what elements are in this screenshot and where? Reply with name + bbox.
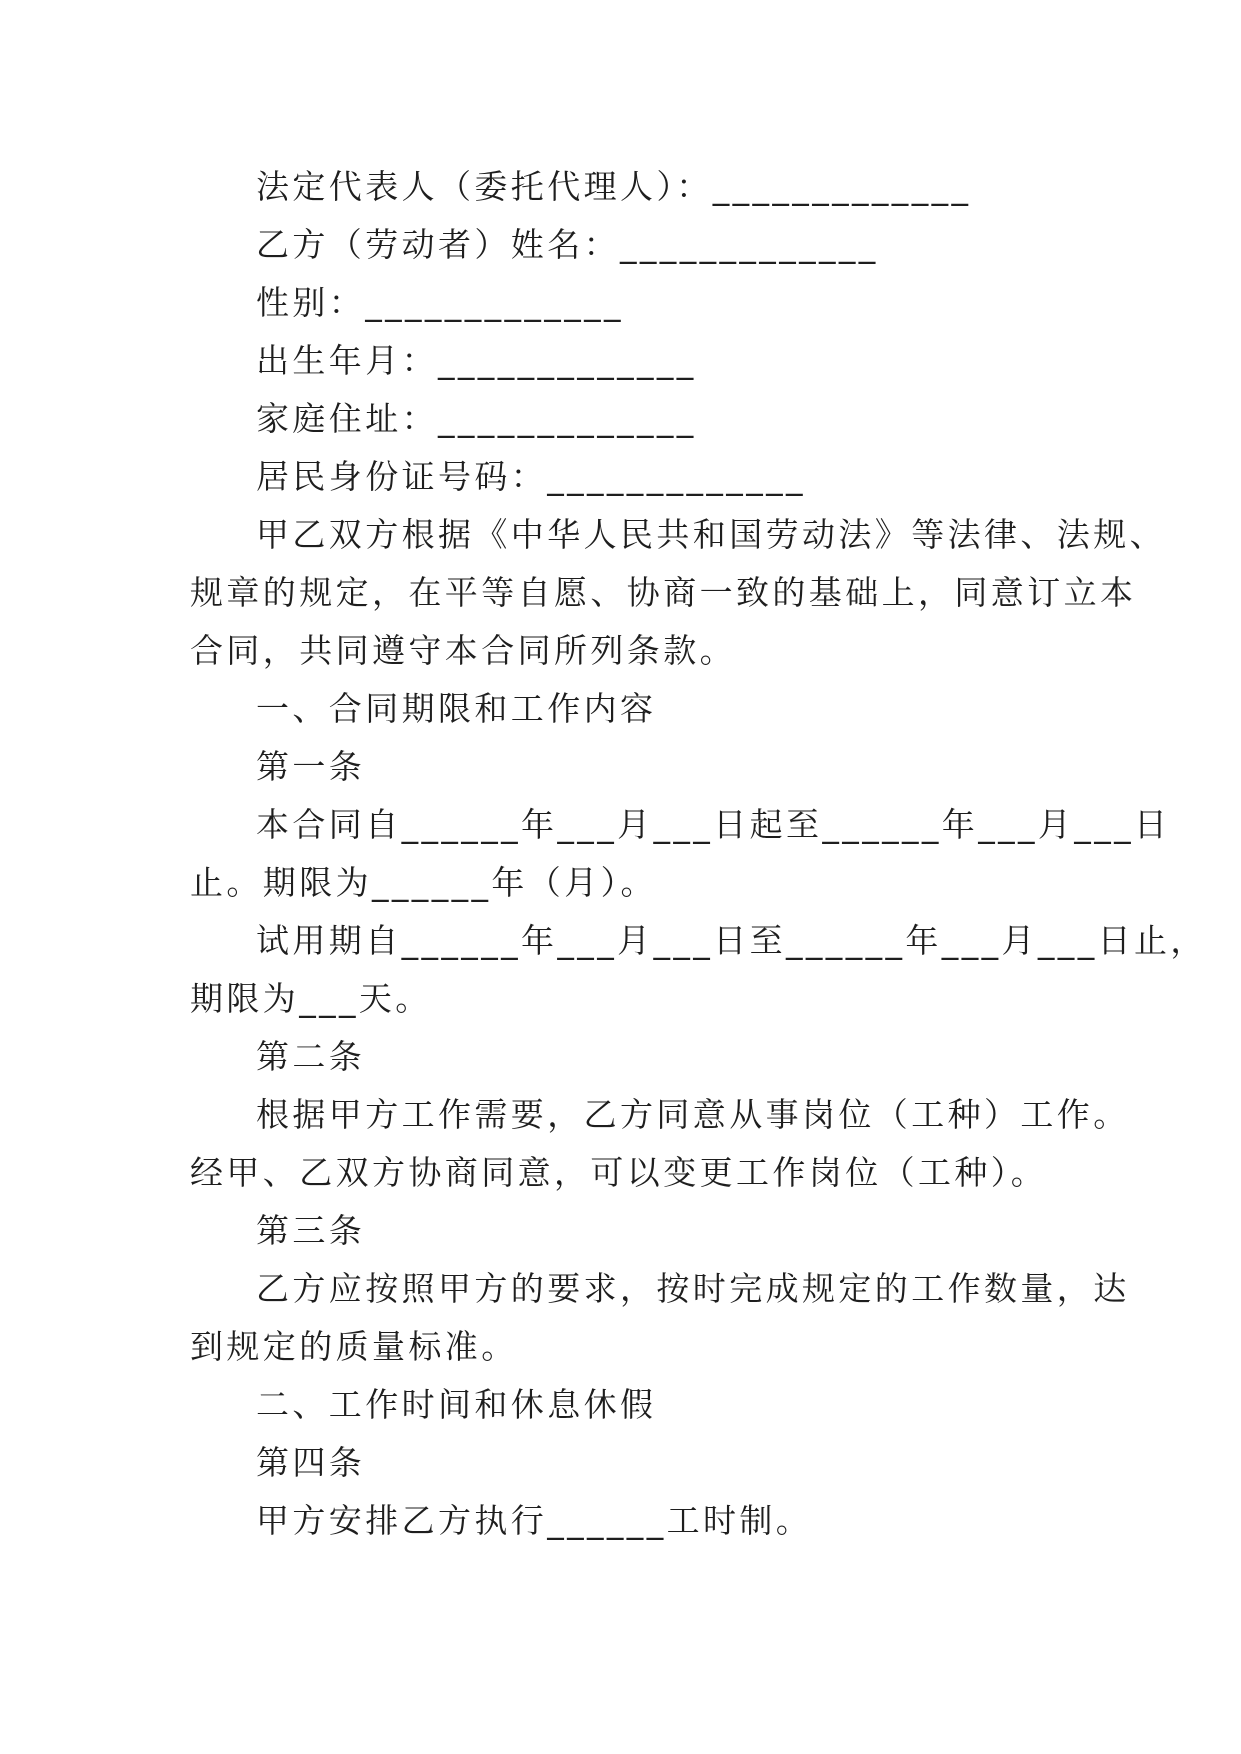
article-4-heading: 第四条 bbox=[256, 1443, 366, 1482]
article-4-line-1: 甲方安排乙方执行______工时制。 bbox=[256, 1501, 813, 1540]
section-heading-2: 二、工作时间和休息休假 bbox=[256, 1385, 657, 1424]
article-1-probation-line-1: 试用期自______年___月___日至______年___月___日止， bbox=[256, 921, 1207, 960]
article-3-line-2: 到规定的质量标准。 bbox=[190, 1327, 518, 1366]
preamble-line-3: 合同，共同遵守本合同所列条款。 bbox=[190, 631, 736, 670]
document-body bbox=[190, 158, 1207, 1550]
article-2-heading: 第二条 bbox=[256, 1037, 366, 1076]
article-1-term-line-1: 本合同自______年___月___日起至______年___月___日 bbox=[256, 805, 1171, 844]
article-2-line-2: 经甲、乙双方协商同意，可以变更工作岗位（工种）。 bbox=[190, 1153, 1048, 1192]
article-1-term-line-2: 止。期限为______年（月）。 bbox=[190, 863, 657, 902]
article-1-heading: 第一条 bbox=[256, 747, 366, 786]
legal-representative-field: 法定代表人（委托代理人）：_____________ bbox=[256, 167, 972, 206]
employee-name-field: 乙方（劳动者）姓名：_____________ bbox=[256, 225, 879, 264]
preamble-line-2: 规章的规定，在平等自愿、协商一致的基础上，同意订立本 bbox=[190, 573, 1137, 612]
id-number-field: 居民身份证号码：_____________ bbox=[256, 457, 806, 496]
home-address-field: 家庭住址：_____________ bbox=[256, 399, 697, 438]
article-1-probation-line-2: 期限为___天。 bbox=[190, 979, 432, 1018]
birth-date-field: 出生年月：_____________ bbox=[256, 341, 697, 380]
preamble-line-1: 甲乙双方根据《中华人民共和国劳动法》等法律、法规、 bbox=[256, 515, 1166, 554]
section-heading-1: 一、合同期限和工作内容 bbox=[256, 689, 657, 728]
article-3-line-1: 乙方应按照甲方的要求，按时完成规定的工作数量，达 bbox=[256, 1269, 1130, 1308]
article-2-line-1: 根据甲方工作需要，乙方同意从事岗位（工种）工作。 bbox=[256, 1095, 1130, 1134]
gender-field: 性别：_____________ bbox=[256, 283, 624, 322]
article-3-heading: 第三条 bbox=[256, 1211, 366, 1250]
